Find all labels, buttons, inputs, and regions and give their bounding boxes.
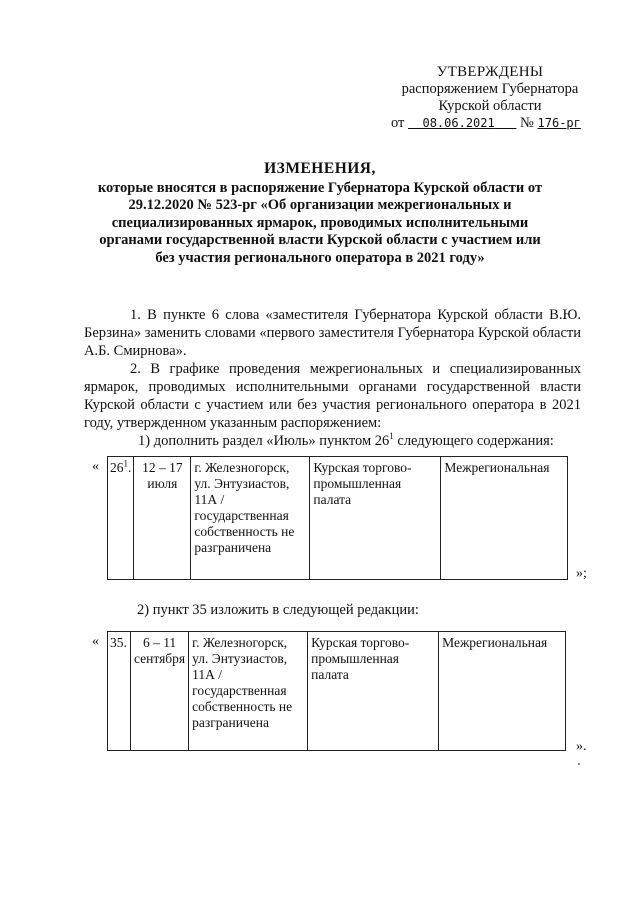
cell-address: г. Железногорск, ул. Энтузиастов, 11А / государственная собственность не разграничена	[191, 457, 310, 580]
table-row	[108, 632, 566, 751]
table-row	[108, 457, 568, 580]
document-heading	[90, 160, 550, 267]
scan-speck	[578, 763, 580, 765]
cell-dates: 6 – 11 сентября	[131, 632, 189, 751]
subitem-2: 2) пункт 35 изложить в следующей редакции:	[137, 602, 419, 618]
approval-block	[385, 64, 595, 132]
subitem-1: 1) дополнить раздел «Июль» пунктом $26^1$ следующего содержания:	[138, 431, 554, 449]
cell-number: $26^1$.	[108, 457, 134, 580]
quote-open: «	[92, 634, 99, 649]
approval-number: 176-рг	[537, 116, 581, 130]
paragraph-2: 2. В графике проведения межрегиональных и специализированных ярмарок, проводимых исполнительными органами государственной власти Курской области с участием или без участия регионального оператора в 2021 году, утвержденном указанным распоряжением:	[84, 361, 581, 431]
superscript: 1	[389, 431, 394, 442]
approval-date: 08.06.2021	[422, 116, 495, 130]
quote-close: ».	[576, 739, 587, 754]
approval-line-1: распоряжением Губернатора	[401, 81, 579, 97]
body-text	[84, 306, 581, 450]
cell-address: г. Железногорск, ул. Энтузиастов, 11А / государственная собственность не разграничена	[189, 632, 308, 751]
cell-dates: 12 – 17 июля	[134, 457, 191, 580]
paragraph-1: 1. В пункте 6 слова «заместителя Губернатора Курской области В.Ю. Берзина» заменить словами «первого заместителя Губернатора Курской области А.Б. Смирнова».	[84, 307, 581, 359]
cell-number: 35.	[108, 632, 131, 751]
approval-line-2: Курской области	[438, 98, 542, 114]
cell-type: Межрегиональная	[441, 457, 568, 580]
cell-type: Межрегиональная	[439, 632, 566, 751]
cell-organizer: Курская торгово-промышленная палата	[310, 457, 441, 580]
date-prefix: от	[391, 115, 405, 131]
approval-title: УТВЕРЖДЕНЫ	[436, 64, 544, 80]
number-prefix: №	[520, 115, 534, 131]
heading-subtitle: которые вносятся в распоряжение Губернатора Курской области от 29.12.2020 № 523-рг «Об организации межрегиональных и специализированных ярмарок, проводимых исполнительными органами государственной власти Курской области с участием или без участия регионального оператора в 2021 году»	[97, 179, 543, 266]
approval-date-line	[385, 115, 595, 132]
quote-close: »;	[576, 566, 587, 581]
quote-open: «	[92, 459, 99, 474]
cell-organizer: Курская торгово-промышленная палата	[308, 632, 439, 751]
heading-main: ИЗМЕНЕНИЯ,	[264, 160, 376, 177]
